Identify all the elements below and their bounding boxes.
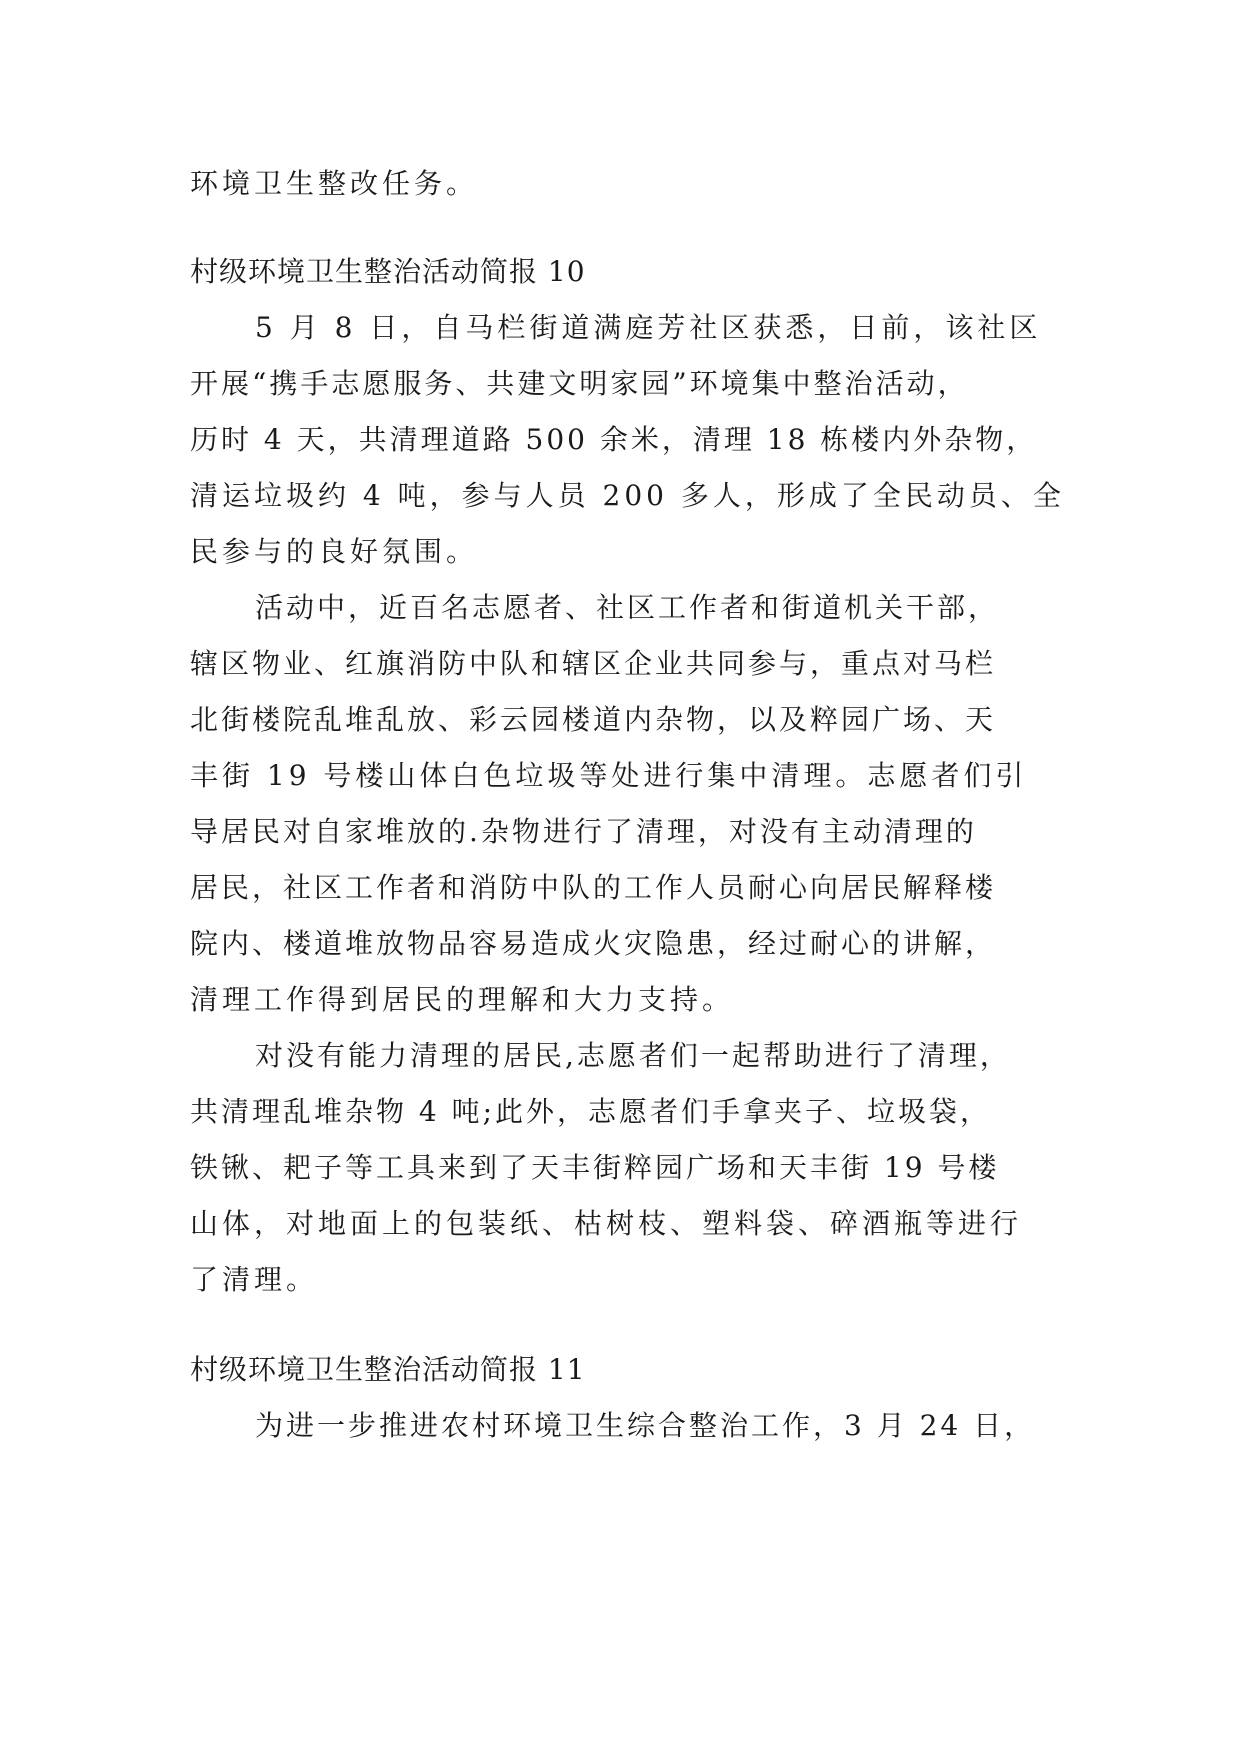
paragraph-line: 开展“携手志愿服务、共建文明家园”环境集中整治活动， — [190, 367, 969, 400]
paragraph-line: 辖区物业、红旗消防中队和辖区企业共同参与，重点对马栏 — [190, 647, 997, 680]
paragraph-line: 活动中，近百名志愿者、社区工作者和街道机关干部， — [255, 591, 1000, 624]
paragraph-line: 清理工作得到居民的理解和大力支持。 — [190, 983, 735, 1016]
paragraph-line: 山体，对地面上的包装纸、枯树枝、塑料袋、碎酒瓶等进行 — [190, 1207, 1023, 1240]
paragraph-line: 院内、楼道堆放物品容易造成火灾隐患，经过耐心的讲解， — [190, 927, 997, 960]
paragraph-line: 民参与的良好氛围。 — [190, 535, 479, 568]
paragraph-line: 清运垃圾约 4 吨，参与人员 200 多人，形成了全民动员、全 — [190, 479, 1065, 512]
paragraph-line: 为进一步推进农村环境卫生综合整治工作，3 月 24 日， — [255, 1409, 1036, 1442]
paragraph-line: 5 月 8 日，自马栏街道满庭芳社区获悉，日前，该社区 — [255, 311, 1042, 344]
paragraph-line: 了清理。 — [190, 1263, 319, 1296]
paragraph-line: 环境卫生整改任务。 — [190, 167, 479, 200]
paragraph-line: 北街楼院乱堆乱放、彩云园楼道内杂物，以及粹园广场、天 — [190, 703, 997, 736]
paragraph-line: 共清理乱堆杂物 4 吨;此外，志愿者们手拿夹子、垃圾袋， — [190, 1095, 992, 1128]
paragraph-line: 丰街 19 号楼山体白色垃圾等处进行集中清理。志愿者们引 — [190, 759, 1028, 792]
section-title: 村级环境卫生整治活动简报 11 — [190, 1353, 586, 1386]
section-title: 村级环境卫生整治活动简报 10 — [190, 255, 586, 288]
paragraph-line: 铁锹、耙子等工具来到了天丰街粹园广场和天丰街 19 号楼 — [190, 1151, 1000, 1184]
paragraph-line: 导居民对自家堆放的.杂物进行了清理，对没有主动清理的 — [190, 815, 977, 848]
paragraph-line: 对没有能力清理的居民,志愿者们一起帮助进行了清理， — [255, 1039, 1011, 1072]
paragraph-line: 历时 4 天，共清理道路 500 余米，清理 18 栋楼内外杂物， — [190, 423, 1038, 456]
paragraph-line: 居民，社区工作者和消防中队的工作人员耐心向居民解释楼 — [190, 871, 997, 904]
